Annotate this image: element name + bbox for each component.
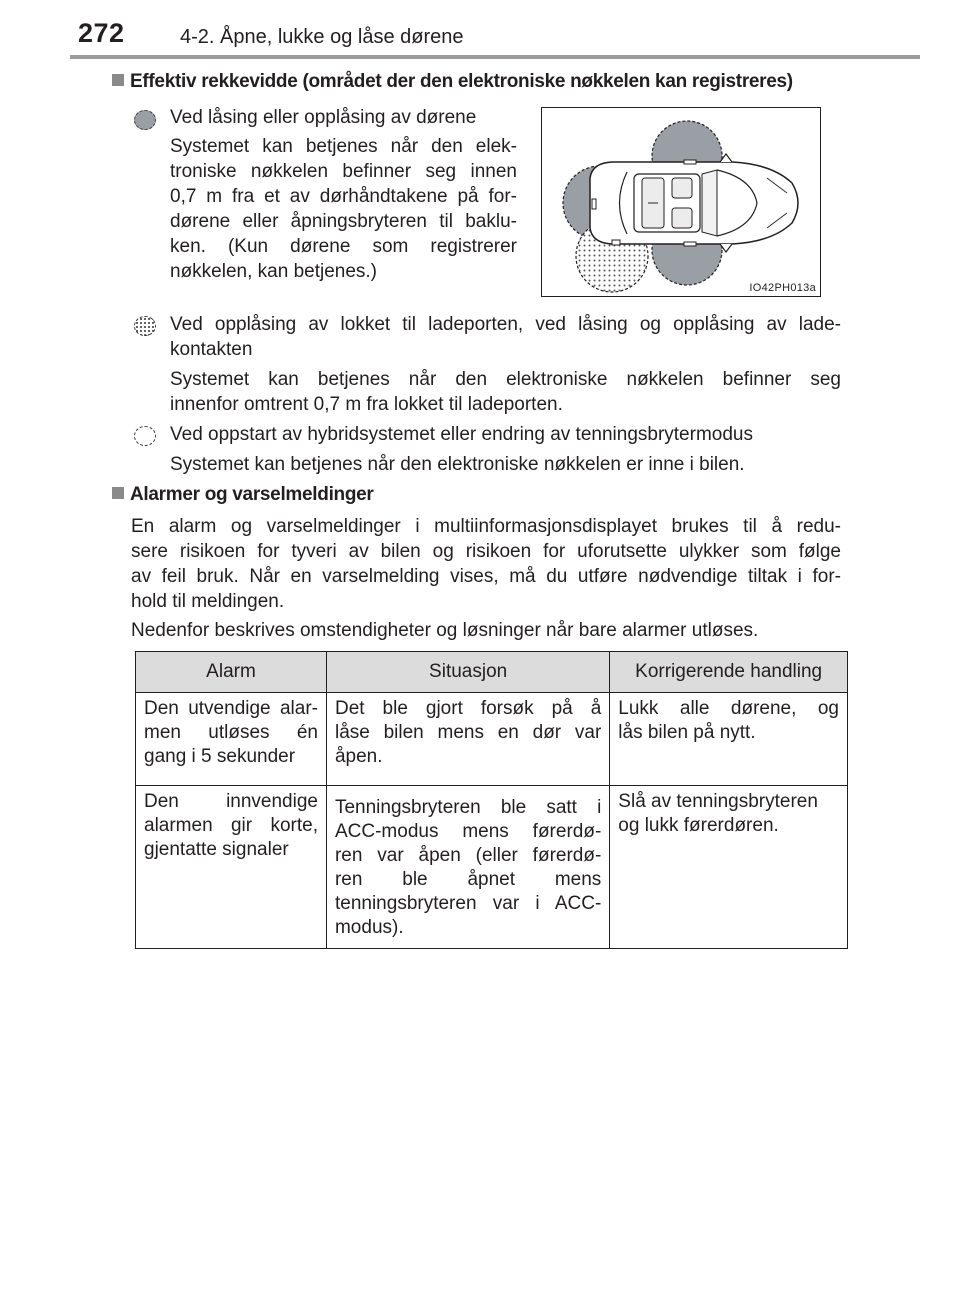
table-cell-situation: [326, 693, 609, 786]
table-cell-alarm: [136, 693, 327, 786]
section-alarms-title: [112, 484, 374, 506]
item2-body-line: Systemet kan betjenes når den elektroniske nøkkelen befinner seg: [170, 369, 841, 390]
item1-line: Systemet kan betjenes når den elek-: [170, 136, 517, 157]
item3-heading: Ved oppstart av hybridsystemet eller endring av tenningsbrytermodus: [170, 424, 753, 445]
cell-line: men utløses én: [144, 722, 318, 743]
section2-paragraph2: Nedenfor beskrives omstendigheter og løsninger når bare alarmer utløses.: [131, 620, 759, 641]
table-header-cell: Alarm: [136, 652, 327, 693]
cell-line: Den utvendige alar-: [144, 698, 318, 719]
paragraph-line: hold til meldingen.: [131, 591, 285, 612]
cell-line: gang i 5 sekunder: [144, 746, 296, 767]
cell-line: gjentatte signaler: [144, 839, 289, 860]
item2-heading: Ved opplåsing av lokket til ladeporten, ved låsing og opplåsing av lade-: [170, 314, 841, 335]
section-effective-range-title: [112, 71, 793, 93]
table-row: [136, 786, 848, 949]
item1-line: dørene eller åpningsbryteren til baklu-: [170, 211, 517, 232]
paragraph-line: En alarm og varselmeldinger i multiinformasjonsdisplayet brukes til å redu-: [131, 516, 841, 537]
cell-line: Tenningsbryteren ble satt i: [334, 797, 602, 818]
paragraph-line: av feil bruk. Når en varselmelding vises, må du utføre nødvendige tiltak i for-: [131, 566, 841, 587]
cell-line: lås bilen på nytt.: [618, 722, 756, 743]
cell-line: alarmen gir korte,: [144, 815, 318, 836]
cell-line: åpen.: [334, 746, 383, 767]
cell-line: låse bilen mens en dør var: [334, 722, 602, 743]
alarm-table: [135, 651, 848, 949]
table-header-cell: Korrigerende handling: [610, 652, 848, 693]
header-rule: [70, 55, 920, 59]
item1-line: 0,7 m fra et av dørhåndtakene på for-: [170, 186, 517, 207]
item1-line: troniske nøkkelen befinner seg innen: [170, 161, 517, 182]
cell-line: Det ble gjort forsøk på å: [334, 698, 602, 719]
item2-body-line: innenfor omtrent 0,7 m fra lokket til ladeporten.: [170, 394, 563, 415]
empty-circle-icon: [134, 426, 156, 446]
cell-line: modus).: [334, 917, 404, 938]
figure-code: IO42PH013a: [749, 282, 816, 294]
table-header-cell: Situasjon: [326, 652, 609, 693]
cell-line: ACC-modus mens førerdø-: [334, 821, 602, 842]
table-header-row: [136, 652, 848, 693]
range-diagram: [541, 107, 821, 297]
cell-line: Lukk alle dørene, og: [618, 698, 839, 719]
cell-line: ren var åpen (eller førerdø-: [334, 845, 602, 866]
section-title-text: Effektiv rekkevidde (området der den elektroniske nøkkelen kan registreres): [130, 71, 793, 92]
solid-gray-circle-icon: [134, 110, 156, 130]
section-square-icon: [112, 74, 124, 86]
page-header: [70, 18, 920, 58]
car-top-view-illustration: [542, 108, 819, 295]
table-cell-alarm: [136, 786, 327, 949]
dotted-circle-icon: [134, 316, 156, 336]
item2-heading: kontakten: [170, 339, 253, 360]
cell-line: Slå av tenningsbryteren: [618, 791, 818, 812]
table-cell-action: [610, 693, 848, 786]
table-cell-action: [610, 786, 848, 949]
item1-line: ken. (Kun dørene som registrerer: [170, 236, 517, 257]
item1-heading: Ved låsing eller opplåsing av dørene: [170, 107, 477, 128]
table-cell-situation: [326, 786, 609, 949]
cell-line: ren ble åpnet mens: [334, 869, 602, 890]
table-row: [136, 693, 848, 786]
cell-line: og lukk førerdøren.: [618, 815, 779, 836]
section-title-text: Alarmer og varselmeldinger: [130, 484, 374, 505]
cell-line: Den innvendige: [144, 791, 318, 812]
item3-body-line: Systemet kan betjenes når den elektroniske nøkkelen er inne i bilen.: [170, 454, 745, 475]
item1-line: nøkkelen, kan betjenes.): [170, 261, 378, 282]
cell-line: tenningsbryteren var i ACC-: [334, 893, 602, 914]
section-square-icon: [112, 487, 124, 499]
page-number: 272: [78, 18, 125, 48]
chapter-title: 4-2. Åpne, lukke og låse dørene: [180, 26, 464, 48]
paragraph-line: sere risikoen for tyveri av bilen og risikoen for uforutsette ulykker som følge: [131, 541, 841, 562]
